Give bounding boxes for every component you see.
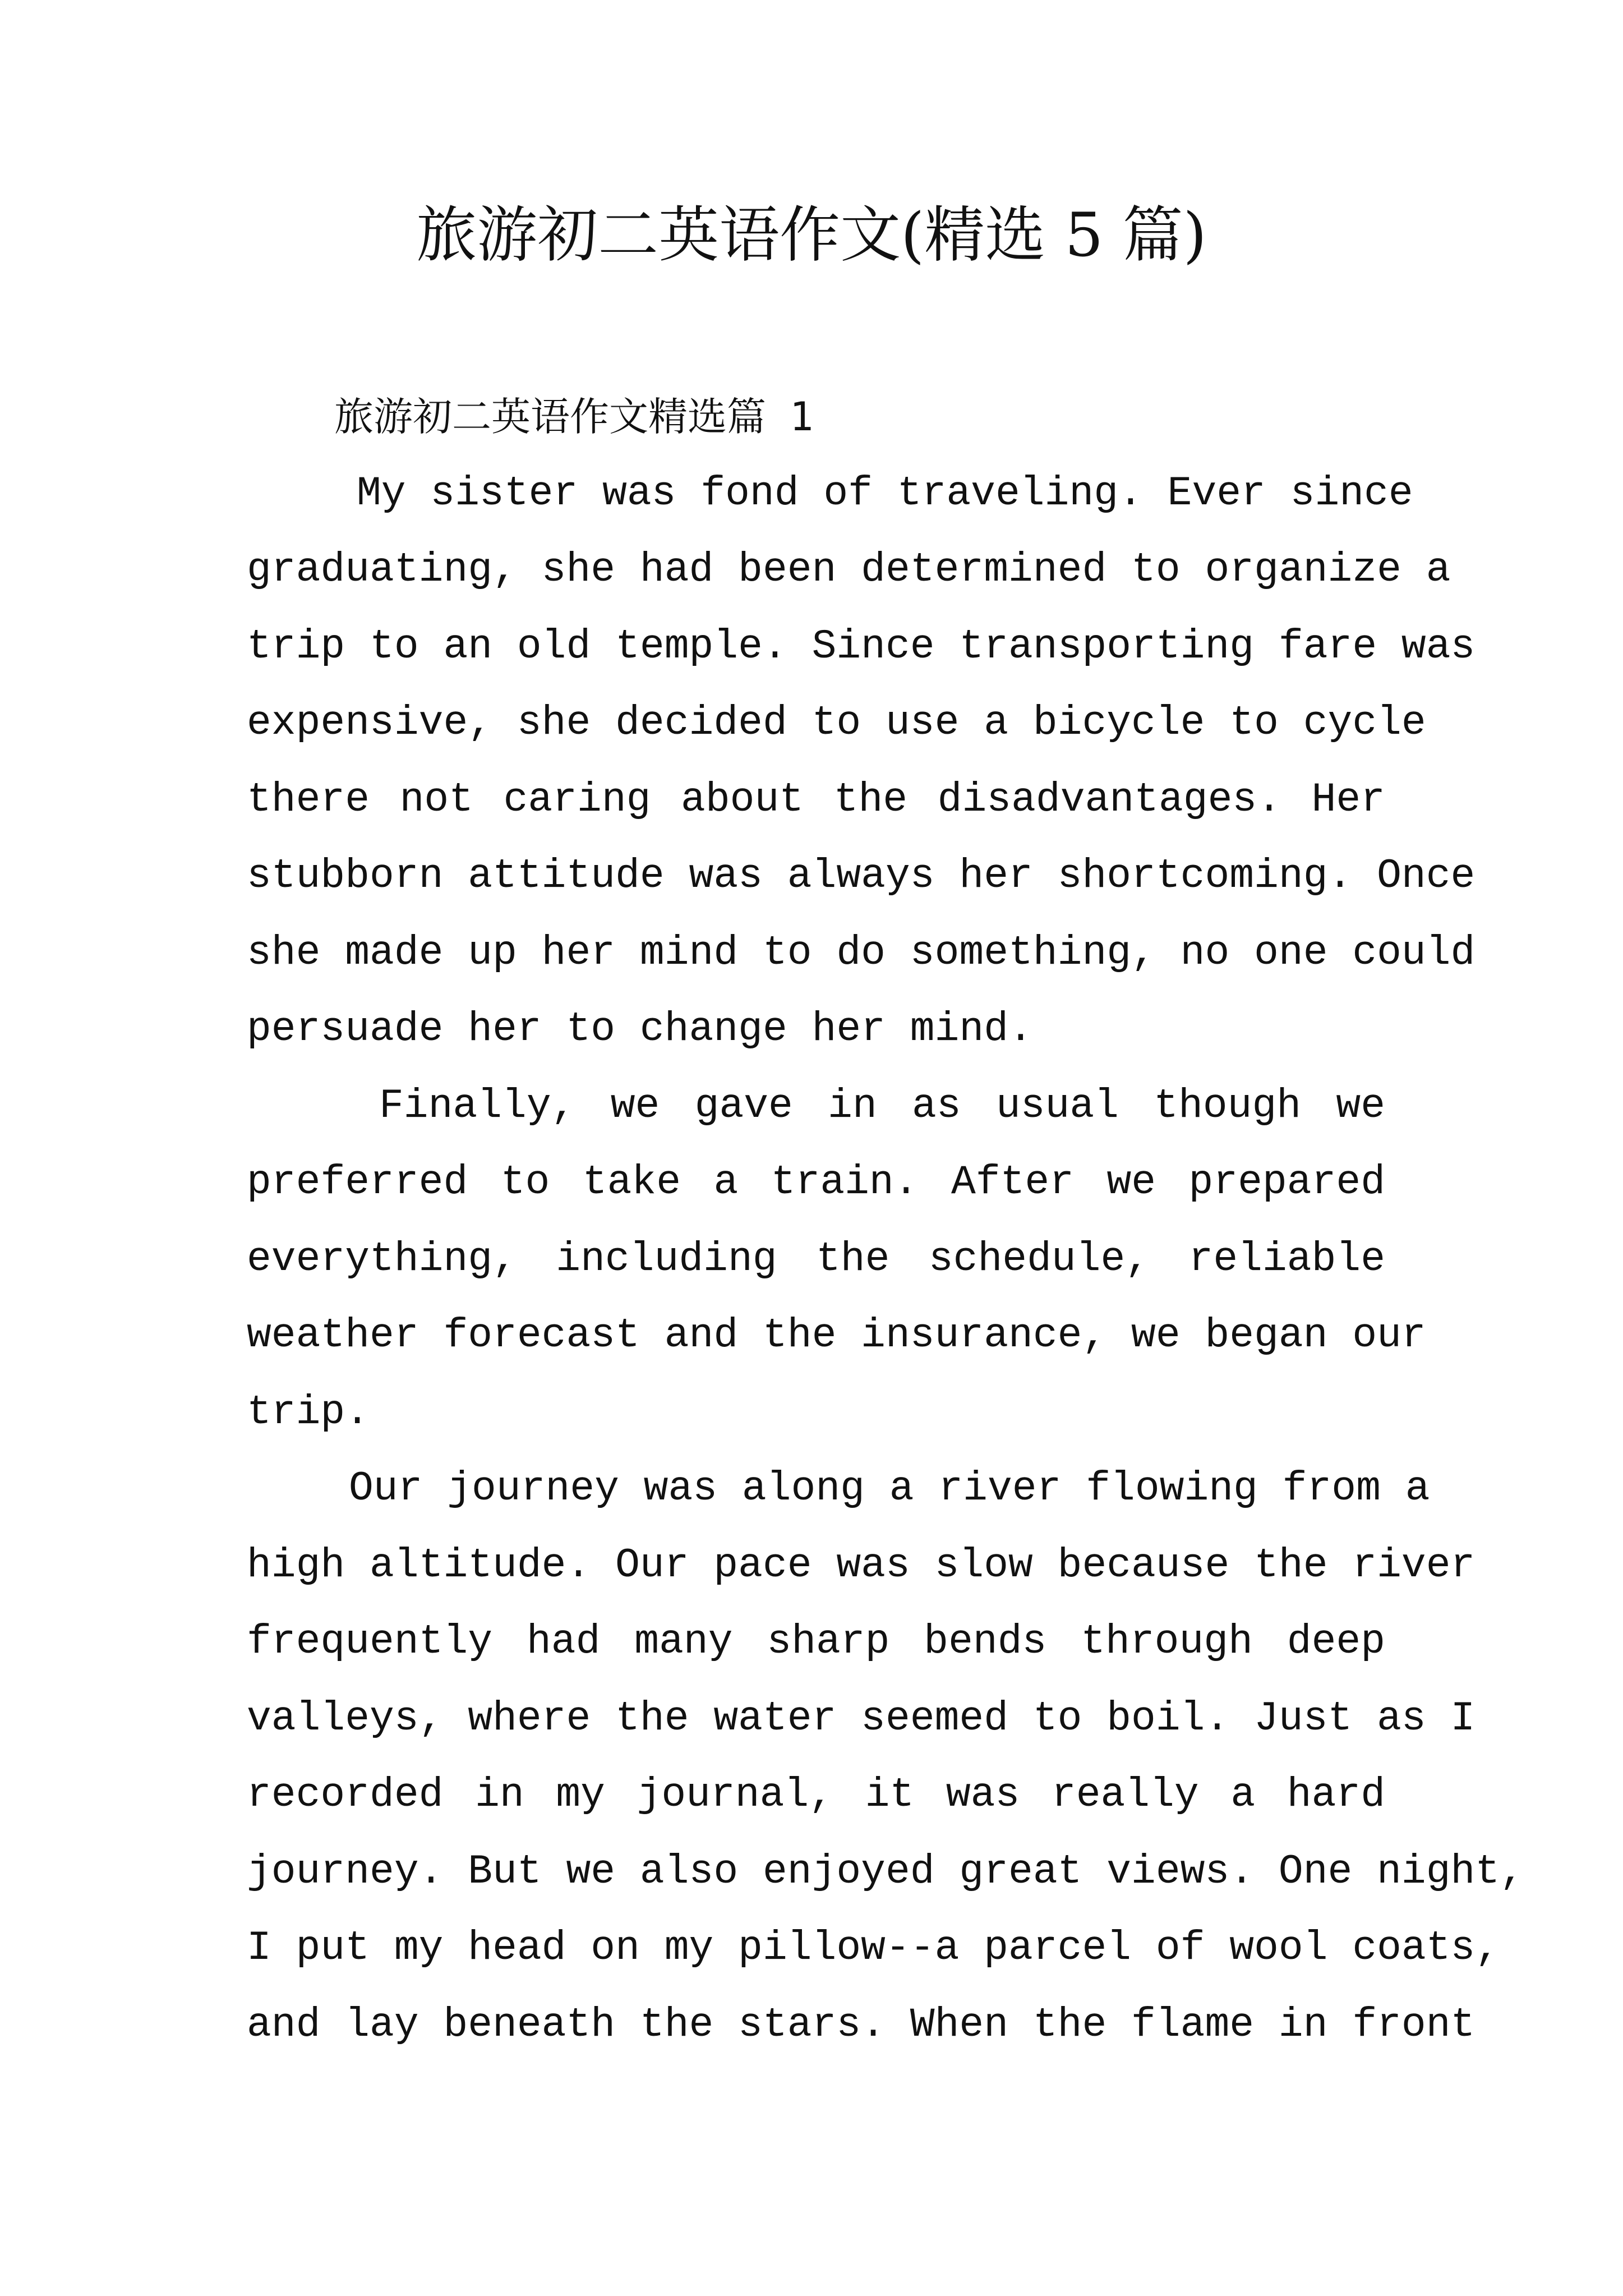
text-line: graduating, she had been determined to organize a — [247, 546, 1451, 593]
text-line: she made up her mind to do something, no one could — [247, 930, 1476, 976]
section-heading: 旅游初二英语作文精选篇 1 — [334, 394, 814, 440]
text-line: stubborn attitude was always her shortcoming. Once — [247, 853, 1476, 899]
text-line: high altitude. Our pace was slow because the river — [247, 1542, 1476, 1589]
text-line: trip to an old temple. Since transporting fare was — [247, 623, 1476, 670]
text-line: trip. — [247, 1389, 370, 1435]
text-line: valleys, where the water seemed to boil. Just as I — [247, 1695, 1476, 1742]
text-line: there not caring about the disadvantages. Her — [247, 776, 1385, 823]
text-line: My sister was fond of traveling. Ever since — [357, 470, 1413, 517]
text-line: persuade her to change her mind. — [247, 1006, 1033, 1052]
document-title: 旅游初二英语作文(精选 5 篇) — [416, 200, 1207, 270]
text-line: and lay beneath the stars. When the flame in front — [247, 2001, 1476, 2048]
text-line: Our journey was along a river flowing from a — [349, 1465, 1430, 1512]
text-line: expensive, she decided to use a bicycle to cycle — [247, 700, 1426, 746]
text-line: Finally, we gave in as usual though we — [379, 1083, 1385, 1129]
text-line: recorded in my journal, it was really a hard — [247, 1772, 1385, 1818]
text-line: preferred to take a train. After we prepared — [247, 1159, 1385, 1205]
text-line: frequently had many sharp bends through deep — [247, 1618, 1385, 1665]
text-line: journey. But we also enjoyed great views. One night, — [247, 1848, 1524, 1895]
text-line: everything, including the schedule, reliable — [247, 1236, 1385, 1282]
text-line: weather forecast and the insurance, we began our — [247, 1312, 1426, 1359]
text-line: I put my head on my pillow--a parcel of wool coats, — [247, 1925, 1500, 1971]
